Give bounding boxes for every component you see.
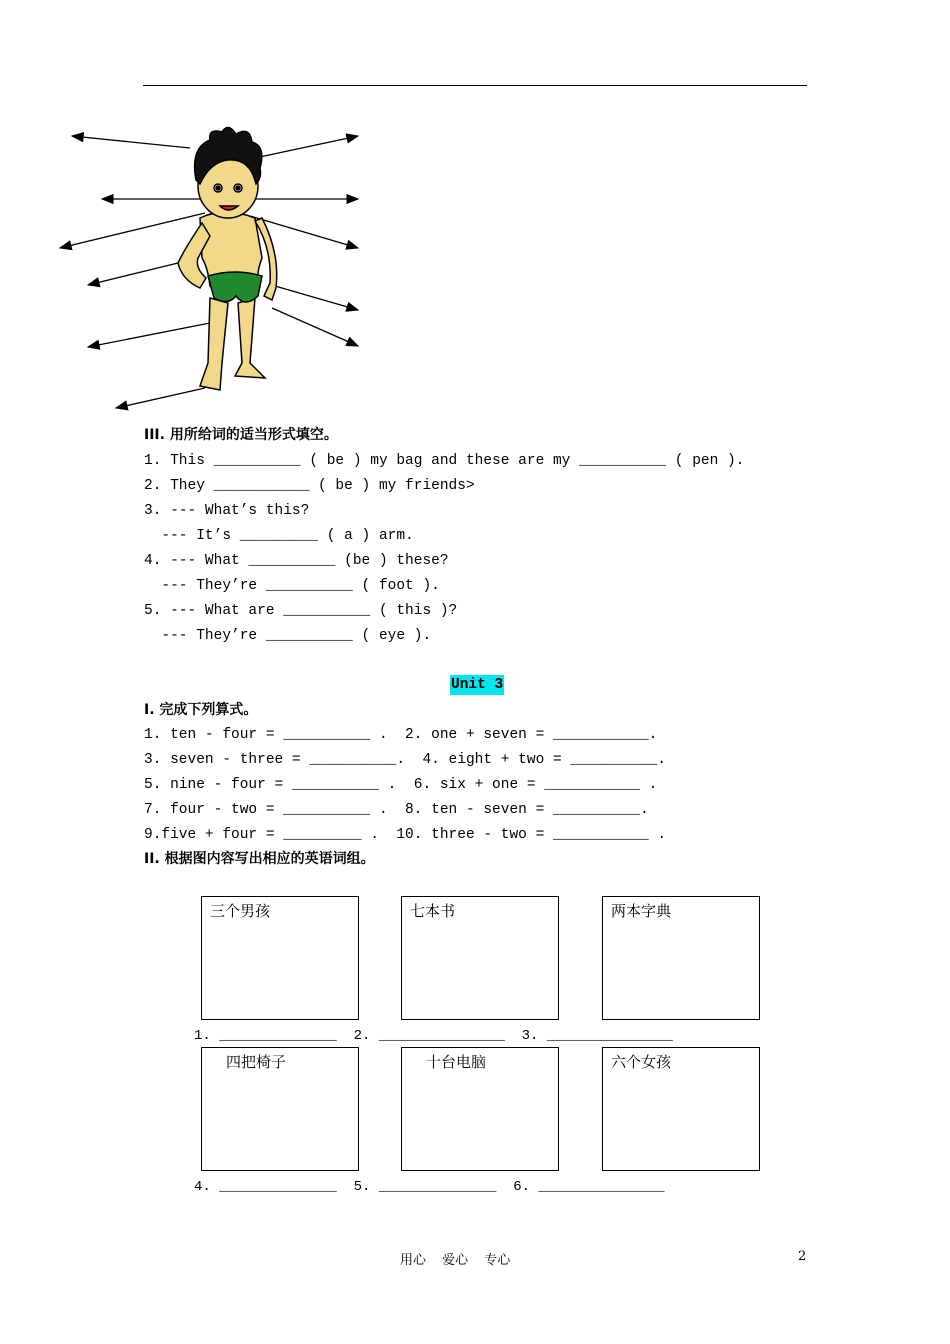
section3-line-7: 5. --- What are __________ ( this )? [144, 603, 458, 619]
picture-box-2 [401, 896, 559, 1020]
section3-line-1: 1. This __________ ( be ) my bag and these are my __________ ( pen ). [144, 453, 745, 469]
section3-line-5: 4. --- What __________ (be ) these? [144, 553, 449, 569]
math-line-4: 7. four - two = __________ . 8. ten - seven = __________. [144, 802, 649, 818]
partII-heading: II. 根据图内容写出相应的英语词组。 [144, 851, 375, 867]
answer-row-1: 1. ______________ 2. _______________ 3. _______________ [194, 1028, 673, 1044]
header-rule [143, 85, 807, 86]
picture-box-6 [602, 1047, 760, 1171]
unit-title: Unit 3 [451, 677, 504, 693]
picture-box-1 [201, 896, 359, 1020]
picture-box-label: 两本字典 [611, 902, 672, 920]
section3-line-2: 2. They ___________ ( be ) my friends> [144, 478, 475, 494]
boy-drawing [178, 127, 277, 390]
picture-box-4 [201, 1047, 359, 1171]
picture-box-label: 四把椅子 [226, 1053, 287, 1071]
picture-box-label: 十台电脑 [426, 1053, 487, 1071]
section3-line-6: --- They’re __________ ( foot ). [144, 578, 440, 594]
page-number: 2 [798, 1249, 807, 1264]
section3-line-4: --- It’s _________ ( a ) arm. [144, 528, 414, 544]
picture-box-3 [602, 896, 760, 1020]
section3-heading: III. 用所给词的适当形式填空。 [144, 427, 338, 443]
math-line-5: 9.five + four = _________ . 10. three - two = ___________ . [144, 827, 667, 843]
footer-text: 用心 爱心 专心 [400, 1253, 511, 1268]
picture-box-5 [401, 1047, 559, 1171]
partI-heading: I. 完成下列算式。 [144, 702, 258, 718]
section3-line-3: 3. --- What’s this? [144, 503, 310, 519]
math-line-2: 3. seven - three = __________. 4. eight + two = __________. [144, 752, 667, 768]
answer-row-2: 4. ______________ 5. ______________ 6. _______________ [194, 1179, 665, 1195]
picture-box-label: 七本书 [410, 902, 456, 920]
math-line-3: 5. nine - four = __________ . 6. six + one = ___________ . [144, 777, 658, 793]
picture-box-label: 六个女孩 [611, 1053, 672, 1071]
body-parts-figure [50, 118, 370, 418]
math-line-1: 1. ten - four = __________ . 2. one + seven = ___________. [144, 727, 658, 743]
section3-line-8: --- They’re __________ ( eye ). [144, 628, 432, 644]
picture-box-label: 三个男孩 [210, 902, 271, 920]
